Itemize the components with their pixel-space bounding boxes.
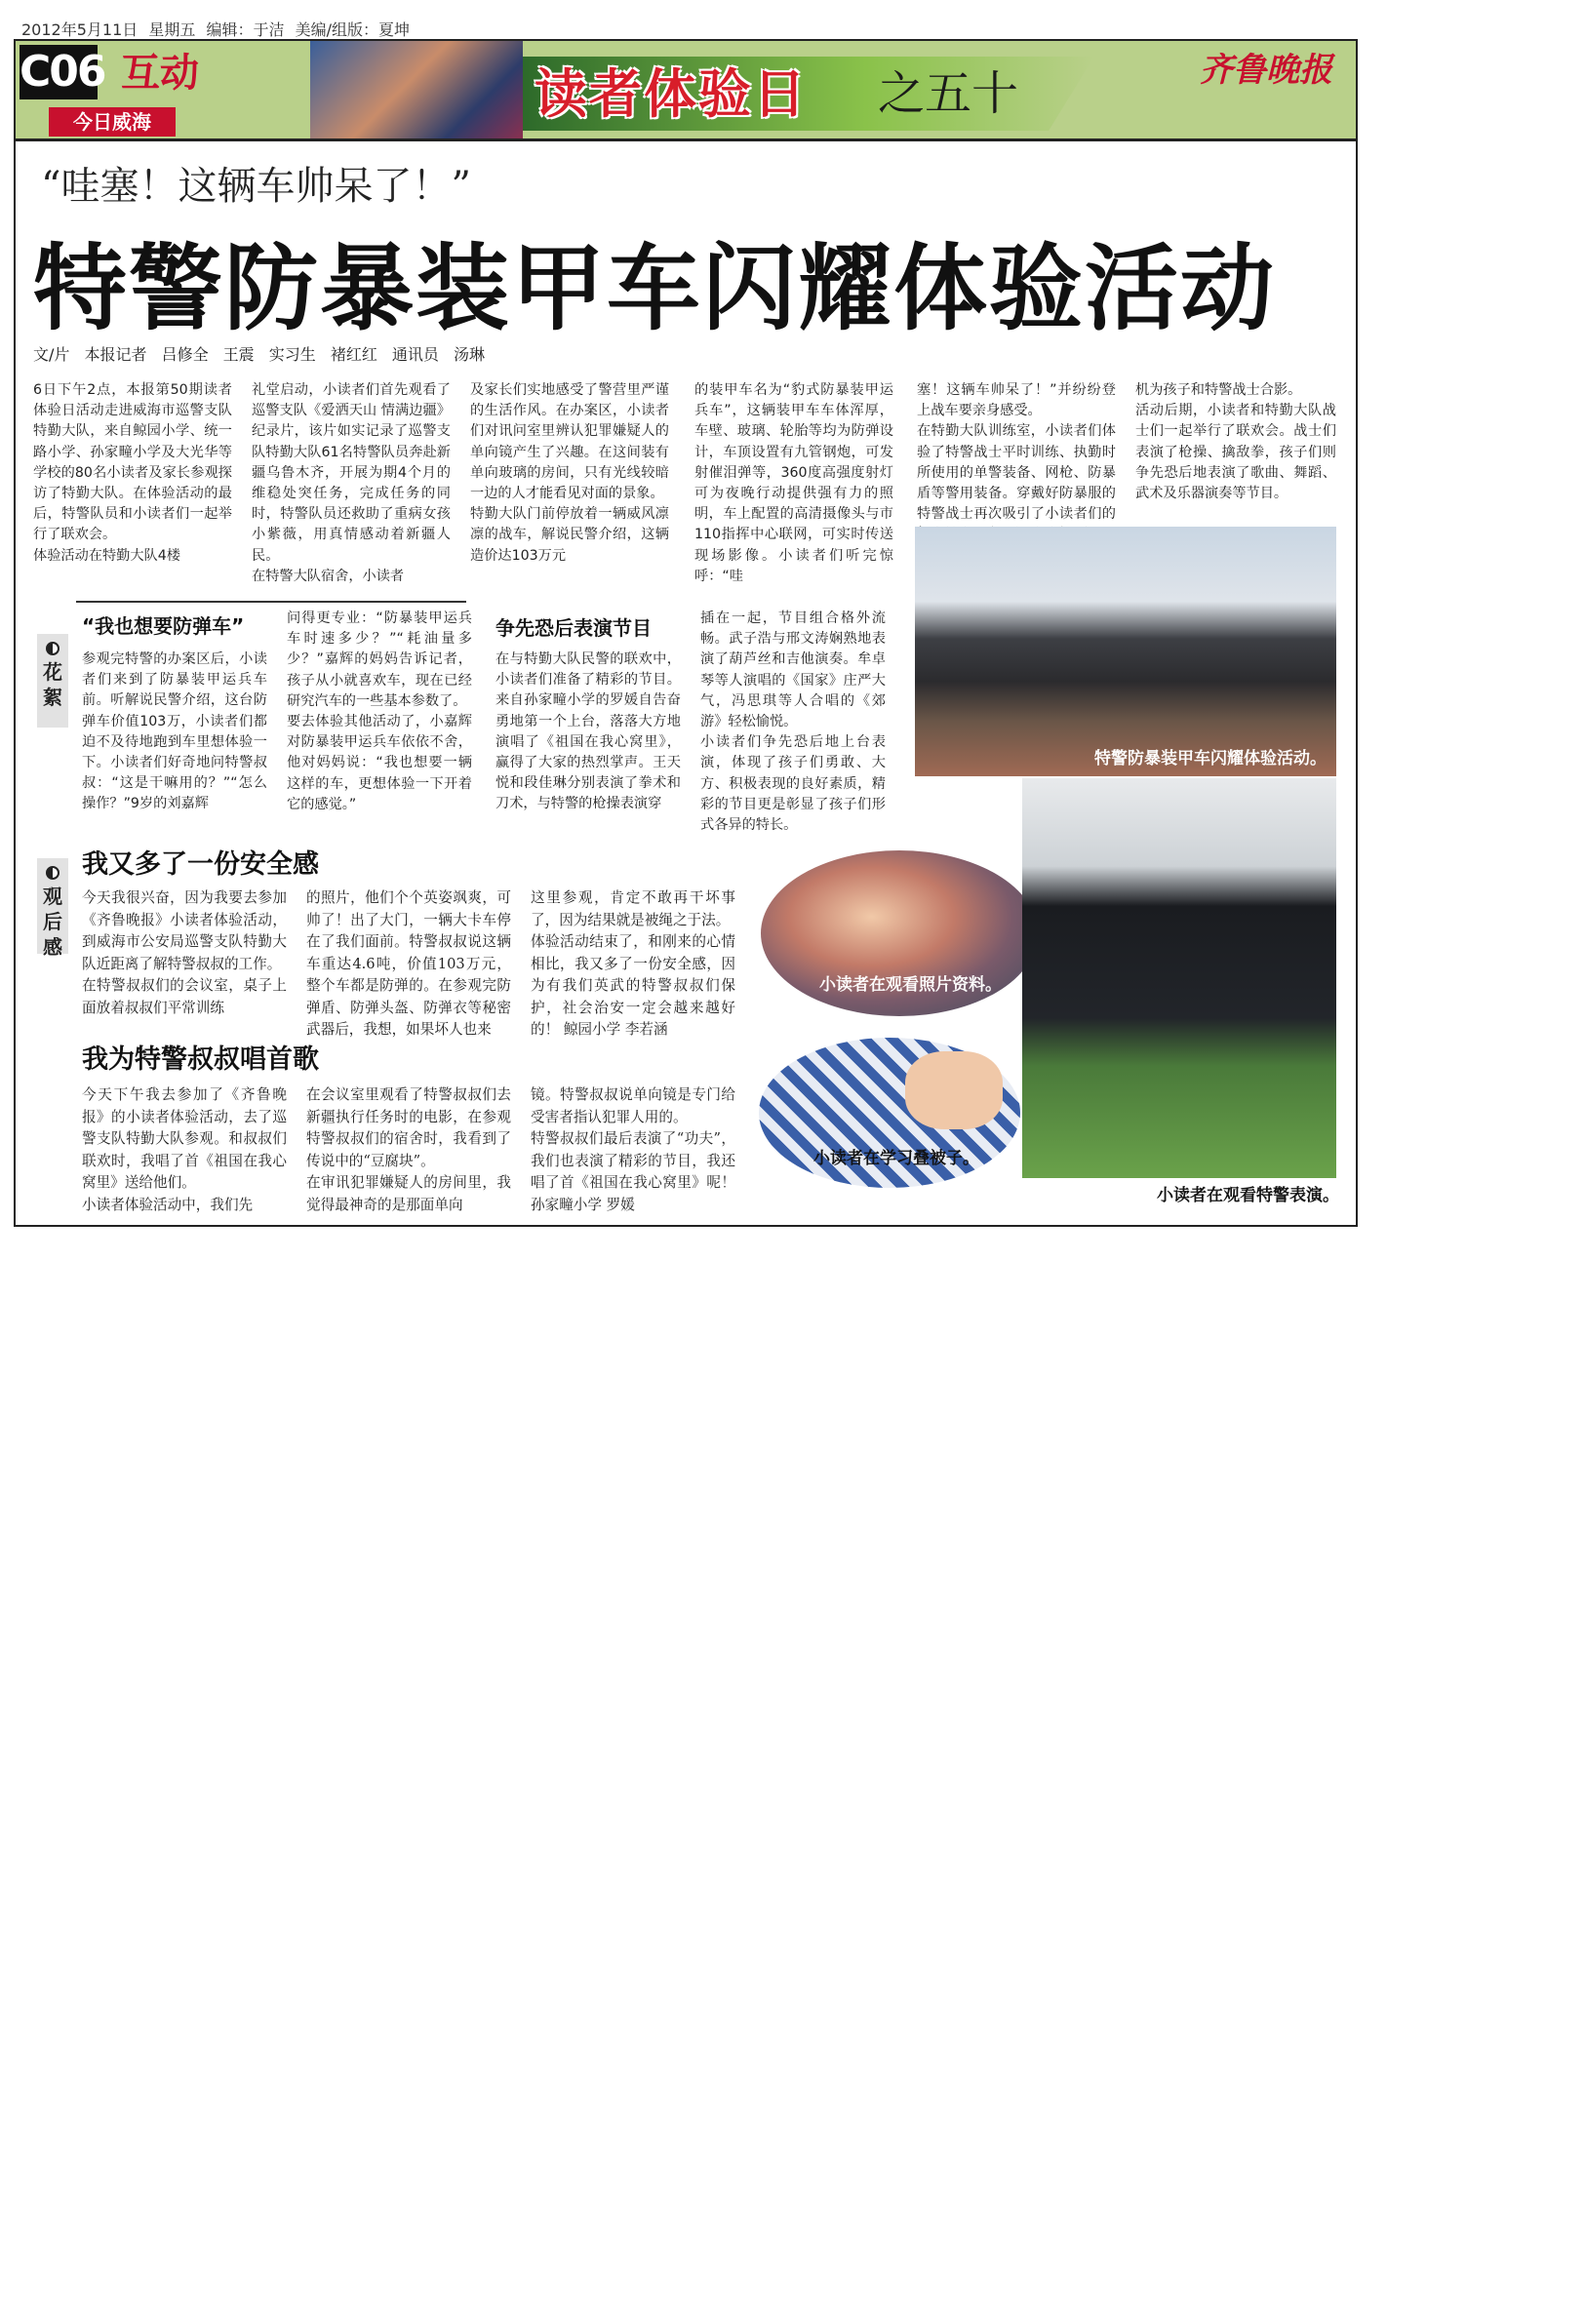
essay2-column-3: 镜。特警叔叔说单向镜是专门给受害者指认犯罪人用的。 特警叔叔们最后表演了“功夫”，我们也表演了精彩的节目，我还唱了首《祖国在我心窝里》呢！ 孙家疃小学 罗媛	[531, 1086, 735, 1213]
huaxu-story2-column-1: 在与特勤大队民警的联欢中，小读者们准备了精彩的节目。来自孙家疃小学的罗媛自告奋勇地第一个上台，落落大方地演唱了《祖国在我心窝里》，赢得了大家的热烈掌声。王天悦和段佳琳分别表演了拳术和刀术，与特警的枪操表演穿	[495, 651, 681, 812]
banner-title: 读者体验日	[535, 63, 808, 125]
newspaper-logo: 齐鲁晚报	[1200, 51, 1332, 90]
banner-issue: 之五十	[878, 66, 1019, 121]
half-circle-icon	[46, 866, 59, 880]
huaxu-label: 花絮	[37, 634, 68, 728]
photo-viewing-pictures	[761, 850, 1038, 1016]
huaxu-story2-title: 争先恐后表演节目	[495, 616, 652, 640]
photo-folding-quilt-figure	[905, 1051, 1003, 1129]
armored-vehicle-photo	[915, 527, 1336, 776]
article-column-1: 6日下午2点，本报第50期读者体验日活动走进威海市巡警支队特勤大队，来自鲸园小学、统一路小学、孙家疃小学及大光华等学校的80名小读者及家长参观探访了特勤大队。在体验活动的最后，特警队员和小读者们一起举行了联欢会。 体验活动在特勤大队4楼	[33, 382, 232, 564]
photo-viewing-pictures-caption: 小读者在观看照片资料。	[819, 975, 1002, 995]
banner-photo	[310, 41, 523, 138]
issue-weekday: 星期五	[148, 20, 196, 39]
essay2-column-2: 在会议室里观看了特警叔叔们去新疆执行任务时的电影，在参观特警叔叔们的宿舍时，我看到了传说中的“豆腐块”。 在审讯犯罪嫌疑人的房间里，我觉得最神奇的是那面单向	[306, 1086, 511, 1213]
photo-folding-quilt-caption: 小读者在学习叠被子。	[813, 1149, 979, 1168]
section-name: 互动	[121, 51, 199, 96]
huaxu-story2-column-2: 插在一起，节目组合格外流畅。武子浩与邢文涛娴熟地表演了葫芦丝和吉他演奏。牟卓琴等人演唱的《国家》庄严大气，冯思琪等人合唱的《郊游》轻松愉悦。 小读者们争先恐后地上台表演，体现了孩子们勇敢、大方、积极表现的良好素质，精彩的节目更是彰显了孩子们形式各异的特长。	[700, 611, 886, 834]
article-column-6: 机为孩子和特警战士合影。 活动后期，小读者和特勤大队战士们一起举行了联欢会。战士们表演了枪操、擒敌拳，孩子们则争先恐后地表演了歌曲、舞蹈、武术及乐器演奏等节目。	[1135, 382, 1336, 502]
huaxu-story1-column-2: 问得更专业：“防暴装甲运兵车时速多少？”“耗油量多少？”嘉辉的妈妈告诉记者，孩子从小就喜欢车，现在已经研究汽车的一些基本参数了。 要去体验其他活动了，小嘉辉对防暴装甲运兵车依依不舍，他对妈妈说：“我也想要一辆这样的车，更想体验一下开着它的感觉。”	[287, 611, 472, 812]
page-number: C06	[20, 45, 98, 99]
guanhougan-label: 观后感	[37, 858, 68, 954]
page-meta	[21, 18, 410, 40]
huaxu-story1-title: “我也想要防弹车”	[82, 614, 245, 638]
essay2-column-1: 今天下午我去参加了《齐鲁晚报》的小读者体验活动，去了巡警支队特勤大队参观。和叔叔们联欢时，我唱了首《祖国在我心窝里》送给他们。 小读者体验活动中，我们先	[82, 1086, 287, 1213]
article-column-5: 塞！这辆车帅呆了！”并纷纷登上战车要亲身感受。 在特勤大队训练室，小读者们体验了特警战士平时训练、执勤时所使用的单警装备、网枪、防暴盾等警用装备。穿戴好防暴服的特警战士再次吸引了小读者们的	[917, 382, 1116, 523]
police-performance-photo	[1022, 778, 1336, 1178]
issue-date: 2012年5月11日	[21, 20, 139, 39]
essay2-title: 我为特警叔叔唱首歌	[82, 1044, 319, 1075]
location-tag: 今日威海	[49, 107, 176, 137]
essay1-column-2: 的照片，他们个个英姿飒爽，可帅了！出了大门，一辆大卡车停在了我们面前。特警叔叔说这辆车重达4.6吨，价值103万元，整个车都是防弹的。在参观完防弹盾、防弹头盔、防弹衣等秘密武器后，我想，如果坏人也来	[306, 889, 511, 1038]
essay1-column-3: 这里参观，肯定不敢再干坏事了，因为结果就是被绳之于法。 体验活动结束了，和刚来的心情相比，我又多了一份安全感，因为有我们英武的特警叔叔们保护，社会治安一定会越来越好的！ 鲸园小学 李若涵	[531, 889, 735, 1038]
huaxu-top-rule	[76, 601, 466, 603]
article-byline: 文/片 本报记者 吕修全 王震 实习生 褚红红 通讯员 汤琳	[33, 345, 485, 364]
article-subtitle: “哇塞！这辆车帅呆了！”	[41, 164, 471, 209]
armored-vehicle-caption: 特警防暴装甲车闪耀体验活动。	[1094, 749, 1327, 768]
article-column-4: 的装甲车名为“豹式防暴装甲运兵车”，这辆装甲车车体浑厚，车壁、玻璃、轮胎等均为防弹设计，车顶设置有九管钢炮，可发射催泪弹等，360度高强度射灯可为夜晚行动提供强有力的照明，车上配置的高清摄像头与市110指挥中心联网，可实时传送现场影像。小读者们听完惊呼：“哇	[694, 382, 893, 584]
article-column-2: 礼堂启动，小读者们首先观看了巡警支队《爱洒天山 情满边疆》纪录片，该片如实记录了巡警支队特勤大队61名特警队员奔赴新疆乌鲁木齐，开展为期4个月的维稳处突任务，完成任务的同时，特警队员还救助了重病女孩小紫薇，用真情感动着新疆人民。 在特警大队宿舍，小读者	[252, 382, 451, 584]
article-column-3: 及家长们实地感受了警营里严谨的生活作风。在办案区，小读者们对讯问室里辨认犯罪嫌疑人的单向镜产生了兴趣。在这间装有单向玻璃的房间，只有光线较暗一边的人才能看见对面的景象。 特勤大队门前停放着一辆威风凛凛的战车，解说民警介绍，这辆造价达103万元	[470, 382, 669, 564]
article-headline: 特警防暴装甲车闪耀体验活动	[33, 234, 1276, 343]
editor-credit: 编辑：于洁	[206, 20, 285, 39]
half-circle-icon	[46, 642, 59, 655]
designer-credit: 美编/组版：夏坤	[295, 20, 410, 39]
huaxu-story1-column-1: 参观完特警的办案区后，小读者们来到了防暴装甲运兵车前。听解说民警介绍，这台防弹车价值103万，小读者们都迫不及待地跑到车里想体验一下。小读者们好奇地问特警叔叔：“这是干嘛用的？”“怎么操作？”9岁的刘嘉辉	[82, 651, 267, 812]
essay1-title: 我又多了一份安全感	[82, 849, 319, 880]
police-performance-caption: 小读者在观看特警表演。	[1157, 1186, 1339, 1205]
photo-folding-quilt	[759, 1038, 1020, 1188]
header-rule	[16, 138, 1356, 141]
essay1-column-1: 今天我很兴奋，因为我要去参加《齐鲁晚报》小读者体验活动，到威海市公安局巡警支队特勤大队近距离了解特警叔叔的工作。 在特警叔叔们的会议室，桌子上面放着叔叔们平常训练	[82, 889, 287, 1016]
